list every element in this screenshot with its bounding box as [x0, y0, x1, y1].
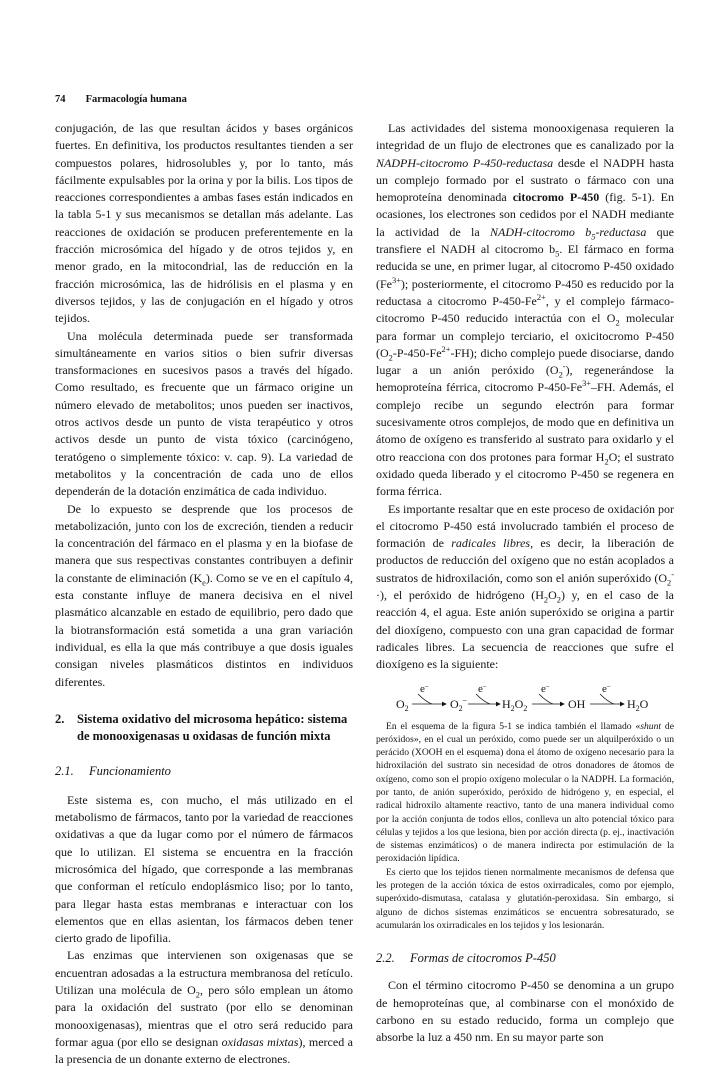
- running-head: [55, 94, 187, 105]
- species-o2: $O_2$: [396, 696, 409, 712]
- subsection-heading: 2.2. Formas de citocromos P-450: [376, 951, 556, 966]
- scheme-graphic: [376, 682, 674, 712]
- paragraph: Las enzimas que intervienen son oxigenasas que se encuentran adosadas a la estructura membranosa del retículo. Utilizan una molécula de $O_2$, pero sólo emplean un átomo para la oxidación del sustrato (por ello se denominan monooxigenasas), mientras que el otro será reducido para formar agua (por ello se designan oxidasas mixtas), merced a la presencia de un donante externo de electrones.: [55, 948, 354, 1067]
- page-number: 74: [55, 94, 66, 105]
- species-hydroxyl: OH: [568, 696, 586, 711]
- electron-arc: [600, 694, 614, 704]
- paragraph: De lo expuesto se desprende que los procesos de metabolización, junto con los de excreción, tienden a reducir la concentración del fármaco en el plasma y en la biofase de manera que sus respectivas constantes contribuyen a definir la constante de eliminación $(K_e)$. Como se ve en el capítulo 4, esta constante influye de manera decisiva en el nivel plasmático alcanzable en estado de equilibrio, pero dado que la biotransformación está sometida a una gran variación individual, es ella la que más contribuye a que dosis iguales consigan niveles plasmáticos distintos en individuos diferentes.: [55, 501, 353, 689]
- left-column: [55, 120, 353, 1069]
- paragraph: En el esquema de la figura 5-1 se indica también el llamado «shunt de peróxidos», en el cual un peróxido, como puede ser un alquilperóxido o un perácido (XOOH en el esquema) dona el átomo de oxígeno necesario para la hidroxilación del sustrato sin necesidad de otros donadores de átomos de oxígeno, como son el propio oxígeno molecular o la NADPH. La formación, por tanto, de anión superóxido, peróxido de hidrógeno y, en especial, el radical hidroxilo altamente reactivo, tanto de una manera individual como por la acción conjunta de todos ellos, conlleva un alto potencial tóxico para células y tejidos a los que lesiona, bien por acción directa (p. ej., inactivación de sistemas enzimáticos) o de manera indirecta por estimulación de la peroxidación lipídica.: [376, 720, 674, 865]
- paragraph: conjugación, de las que resultan ácidos y bases orgánicos fuertes. En definitiva, los productos resultantes tienden a ser compuestos polares, hidrosolubles y, por lo tanto, más fácilmente expulsables por la orina y por la bilis. Los tipos de reacciones correspondientes a ambas fases están indicados en la tabla 5-1 y sus mecanismos se detallan más adelante. Las reacciones de oxidación se producen preferentemente en la fracción microsómica del hígado y de otros tejidos y, en menor grado, en la mitocondrial, las de reducción en la fracción microsómica, las de hidrólisis en el plasma y en diversos tejidos, y las de conjugación en el hígado y otros tejidos.: [55, 121, 353, 326]
- paragraph: Con el término citocromo P-450 se denomina a un grupo de hemoproteínas que, al combinarse con el monóxido de carbono en su estado reducido, forma un complejo que absorbe la luz a 450 nm. En su mayor parte son: [376, 978, 674, 1045]
- paragraph: Es importante resaltar que en este proceso de oxidación por el citocromo P-450 está involucrado también el proceso de formación de radicales libres, es decir, la liberación de productos de reducción del oxígeno que no están acoplados a sustratos de hidroxilación, como son el anión superóxido $(O_2^-\cdot)$, el peróxido de hidrógeno $(H_2O_2)$ y, en el caso de la reacción 4, el agua. Este anión superóxido se origina a partir del dioxígeno, compuesto con una gran capacidad de formar radicales libres. La secuencia de reacciones que sufre el dioxígeno es la siguiente:: [376, 501, 675, 672]
- paragraph: Las actividades del sistema monooxigenasa requieren la integridad de un flujo de electrones que es canalizado por la NADPH-citocromo P-450-reductasa desde el NADPH hasta un complejo formado por el sustrato o fármaco con una hemoproteína denominada citocromo P-450 (fig. 5-1). En ocasiones, los electrones son cedidos por el NADH mediante la actividad de la NADH-citocromo $b_5$-reductasa que transfiere el NADH al citocromo $b_5$. El fármaco en forma reducida se une, en primer lugar, al citocromo P-450 oxidado $(Fe^{3+})$; posteriormente, el citocromo P-450 es reducido por la reductasa a citocromo $P-450-Fe^{2+}$, y el complejo fármaco-citocromo P-450 reducido interactúa con el $O_2$ molecular para formar un complejo terciario, el oxicitocromo P-450 $(O_2-P-450-Fe^{2+}-FH)$; dicho complejo puede disociarse, dando lugar a un anión peróxido $(O_2^-)$, regenerándose la hemoproteína férrica, citocromo $P-450-Fe^{3+}-FH$. Además, el complejo recibe un segundo electrón para formar sucesivamente otros complejos, de modo que en definitiva un átomo de oxígeno es transferido al sustrato para oxidarlo y el otro reacciona con dos protones para formar $H_2O$; el sustrato oxidado queda liberado y el citocromo P-450 se regenera en forma férrica.: [376, 121, 675, 499]
- electron-label: e–: [602, 681, 611, 695]
- book-title: Farmacología humana: [85, 94, 187, 105]
- paragraph: Una molécula determinada puede ser transformada simultáneamente en varios sitios o bien sufrir diversas transformaciones en sucesivos pasos a través del hígado. Como resultado, es frecuente que un fármaco origine un número elevado de metabolitos; unos pueden ser inactivos, otros activos desde un punto de vista terapéutico y otros activos desde un punto de vista tóxico (carcinógeno, teratógeno o simplemente tóxico: v. cap. 9). La variedad de metabolitos y la concentración de cada uno de ellos dependerán de la dotación enzimática de cada individuo.: [55, 328, 353, 499]
- right-column: [376, 120, 674, 1046]
- oxygen-reduction-scheme: [376, 682, 674, 712]
- species-superoxide: $O_2^-$: [450, 694, 467, 712]
- paragraph: Este sistema es, con mucho, el más utilizado en el metabolismo de fármacos, tanto por la variedad de reacciones oxidativas a que da lugar como por el número de fármacos que lo utilizan. El sistema se encuentra en la fracción microsómica del hígado, que corresponde a las membranas que conforman el retículo endoplásmico liso; por lo tanto, para llegar hasta estas membranas e interactuar con los elementos que en ellas asientan, los fármacos deben tener cierto grado de lipofilia.: [55, 792, 353, 946]
- electron-label: e–: [420, 681, 429, 695]
- small-print-block: [376, 720, 674, 933]
- species-h2o2: $H_2O_2$: [502, 696, 528, 712]
- electron-arc: [418, 694, 432, 704]
- electron-label: e–: [541, 681, 550, 695]
- electron-arc: [539, 694, 553, 704]
- section-heading: 2. Sistema oxidativo del microsoma hepático: sistema de monooxigenasas u oxidasas de función mixta: [55, 711, 348, 743]
- subsection-heading: 2.1. Funcionamiento: [55, 763, 171, 778]
- electron-arc: [476, 694, 490, 704]
- paragraph: Es cierto que los tejidos tienen normalmente mecanismos de defensa que les protegen de la acción tóxica de estos oxirradicales, como por ejemplo, superóxido-dismutasa, catalasa y glutatión-peroxidasa. Sin embargo, si alguno de dichos sistemas enzimáticos se encuentra sobresaturado, se acumularán los oxirradicales en los tejidos y los lesionarán.: [376, 866, 674, 931]
- species-water: $H_2O$: [627, 696, 649, 712]
- electron-label: e–: [478, 681, 487, 695]
